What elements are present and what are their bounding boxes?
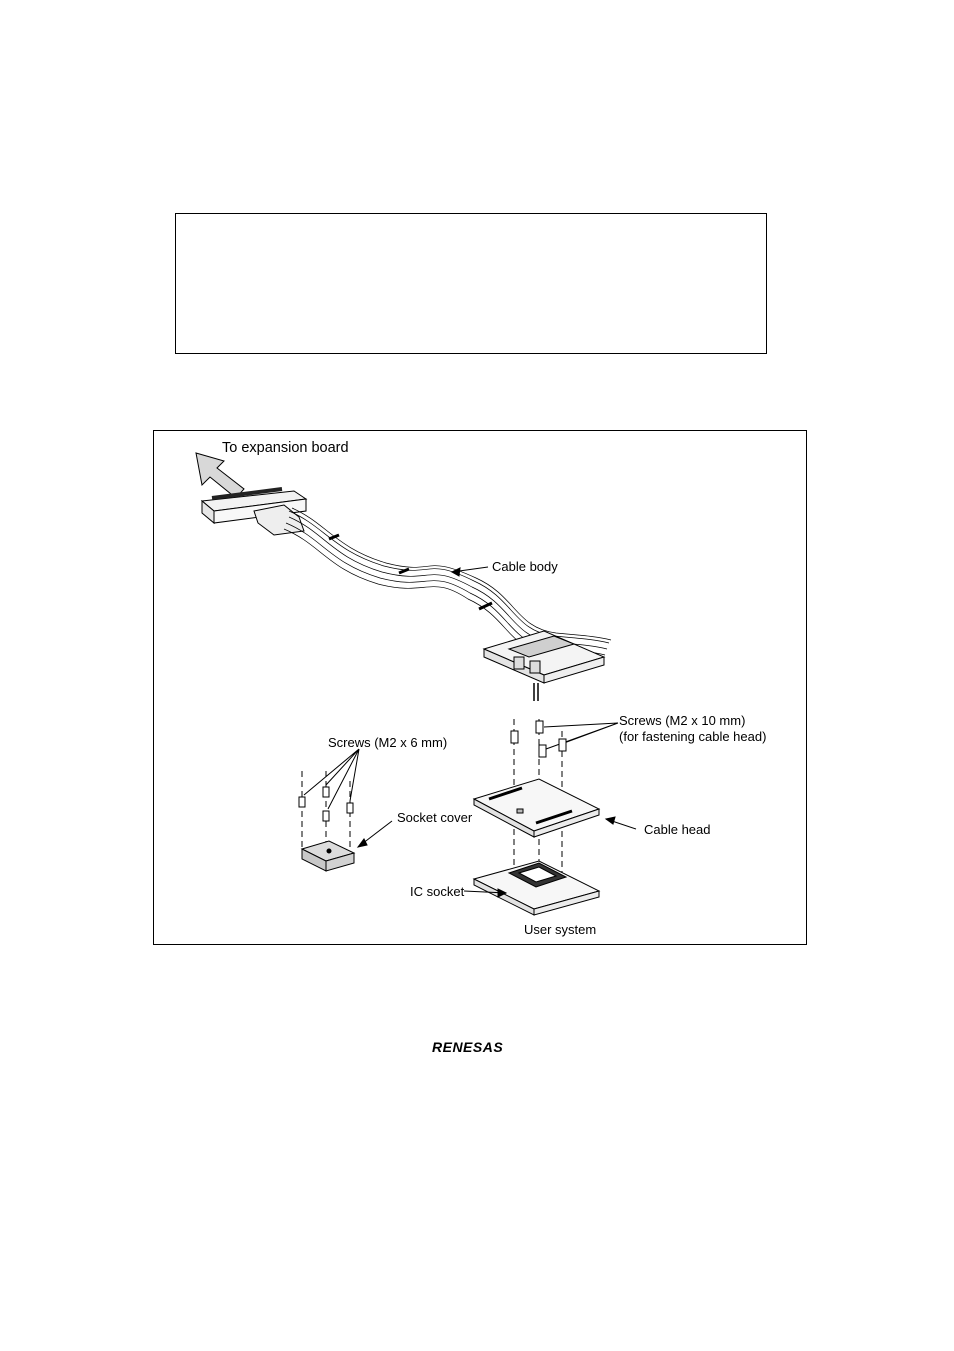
direction-arrow bbox=[196, 453, 244, 498]
cable-end-board bbox=[484, 631, 604, 701]
label-to-expansion-board: To expansion board bbox=[222, 440, 349, 456]
label-screws-m2x10: Screws (M2 x 10 mm) bbox=[619, 713, 746, 728]
renesas-logo bbox=[432, 1039, 532, 1055]
label-screws-m2x10-note: (for fastening cable head) bbox=[619, 729, 767, 744]
assembly-drawing bbox=[154, 431, 808, 946]
label-ic-socket: IC socket bbox=[410, 884, 465, 899]
cable-body bbox=[284, 508, 611, 661]
label-socket-cover: Socket cover bbox=[397, 810, 473, 825]
assembly-figure bbox=[153, 430, 807, 945]
label-screws-m2x6: Screws (M2 x 6 mm) bbox=[328, 735, 448, 750]
logo-text: RENESAS bbox=[432, 1039, 504, 1055]
note-box bbox=[175, 213, 767, 354]
user-system-board bbox=[474, 861, 599, 915]
cable-head-board bbox=[474, 779, 599, 837]
label-user-system: User system bbox=[524, 922, 597, 937]
label-cable-body: Cable body bbox=[492, 559, 558, 574]
socket-cover bbox=[302, 841, 354, 871]
label-cable-head: Cable head bbox=[644, 822, 711, 837]
